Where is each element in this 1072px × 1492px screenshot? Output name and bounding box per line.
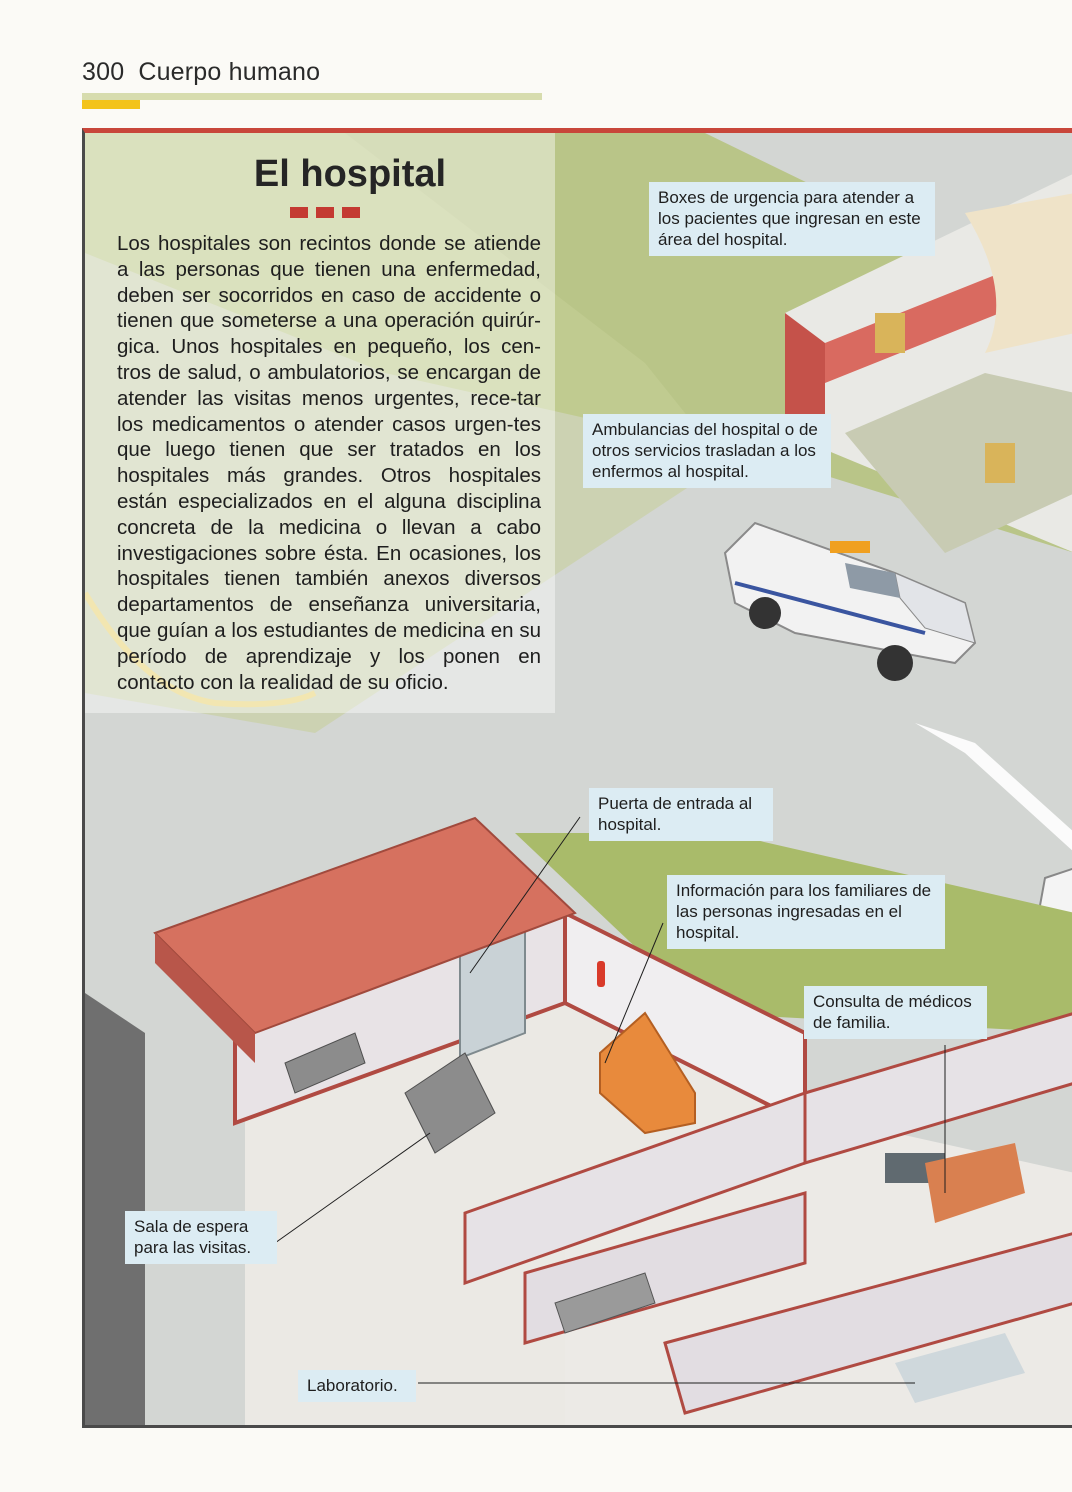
hospital-illustration bbox=[82, 128, 1072, 1428]
section-title: Cuerpo humano bbox=[138, 58, 321, 86]
intro-paragraph: Los hospitales son recintos donde se atiende a las personas que tienen una enfermedad, deben ser socorridos en caso de accidente o tienen que someterse a una operación quirúr-gica. Unos hospitales en pequeño, los cen-tros de salud, o ambulatorios, se encargan de atender las visitas menos urgentes, rece-tar los medicamentos o atender casos urgen-tes que luego tienen que ser tratados en los hospitales más grandes. Otros hospitales están especializados en el alguna disciplina concreta de la medicina o llevan a cabo investigaciones sobre ésta. En ocasiones, los hospitales tienen también anexos diversos departamentos de enseñanza universitaria, que guían a los estudiantes de medicina en su período de aprendizaje y los ponen en contacto con la realidad de su oficio. bbox=[117, 232, 541, 694]
article-title: El hospital bbox=[253, 153, 447, 195]
header-rule bbox=[82, 93, 542, 100]
header-accent-bar bbox=[82, 100, 140, 109]
label-boxes-urgencia: Boxes de urgencia para atender a los pacientes que ingresan en este área del hospital. bbox=[649, 182, 935, 256]
label-laboratorio: Laboratorio. bbox=[298, 1370, 416, 1402]
label-sala-espera: Sala de espera para las visitas. bbox=[125, 1211, 277, 1264]
label-informacion: Información para los familiares de las personas ingresadas en el hospital. bbox=[667, 875, 945, 949]
page-header bbox=[82, 58, 320, 87]
title-decoration bbox=[290, 205, 370, 219]
label-consulta-medicos: Consulta de médicos de familia. bbox=[804, 986, 987, 1039]
label-ambulancias: Ambulancias del hospital o de otros servicios trasladan a los enfermos al hospital. bbox=[583, 414, 831, 488]
page-number: 300 bbox=[82, 58, 125, 86]
label-puerta-entrada: Puerta de entrada al hospital. bbox=[589, 788, 773, 841]
